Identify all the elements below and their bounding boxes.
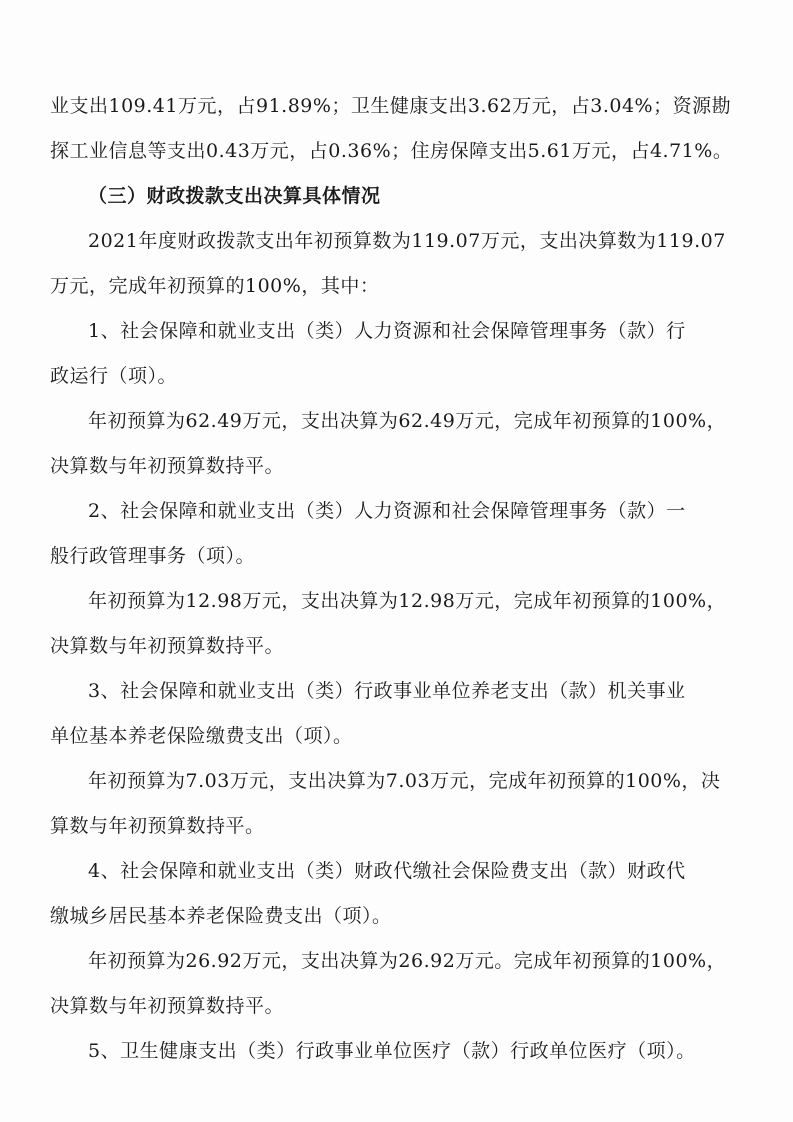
item-title-line: 般行政管理事务（项）。 (50, 545, 256, 567)
paragraph-line: 业支出109.41万元，占91.89%；卫生健康支出3.62万元，占3.04%；资源勘 (50, 95, 732, 117)
paragraph-line: 探工业信息等支出0.43万元，占0.36%；住房保障支出5.61万元，占4.71%。 (50, 140, 733, 162)
item-title-line: 5、卫生健康支出（类）行政事业单位医疗（款）行政单位医疗（项）。 (88, 1040, 696, 1062)
item-title-line: 单位基本养老保险缴费支出（项）。 (50, 725, 353, 747)
item-title-line: 2、社会保障和就业支出（类）人力资源和社会保障管理事务（款）一 (88, 500, 686, 522)
item-title-line: 缴城乡居民基本养老保险费支出（项）。 (50, 905, 392, 927)
paragraph-line: 年初预算为7.03万元，支出决算为7.03万元，完成年初预算的100%，决 (88, 770, 721, 792)
paragraph-line: 年初预算为12.98万元，支出决算为12.98万元，完成年初预算的100%， (88, 590, 727, 612)
item-title-line: 3、社会保障和就业支出（类）行政事业单位养老支出（款）机关事业 (88, 680, 686, 702)
section-heading: （三）财政拨款支出决算具体情况 (88, 185, 381, 207)
item-title-line: 政运行（项）。 (50, 365, 178, 387)
document-body (50, 95, 750, 1063)
paragraph-line: 算数与年初预算数持平。 (50, 815, 265, 837)
item-title-line: 4、社会保障和就业支出（类）财政代缴社会保险费支出（款）财政代 (88, 860, 686, 882)
item-title-line: 1、社会保障和就业支出（类）人力资源和社会保障管理事务（款）行 (88, 320, 686, 342)
paragraph-line: 2021年度财政拨款支出年初预算数为119.07万元，支出决算数为119.07 (88, 230, 726, 252)
paragraph-line: 决算数与年初预算数持平。 (50, 455, 285, 477)
paragraph-line: 年初预算为26.92万元，支出决算为26.92万元。完成年初预算的100%， (88, 950, 727, 972)
paragraph-line: 年初预算为62.49万元，支出决算为62.49万元，完成年初预算的100%， (88, 410, 727, 432)
paragraph-line: 万元，完成年初预算的100%，其中： (50, 275, 380, 297)
paragraph-line: 决算数与年初预算数持平。 (50, 635, 285, 657)
paragraph-line: 决算数与年初预算数持平。 (50, 995, 285, 1017)
